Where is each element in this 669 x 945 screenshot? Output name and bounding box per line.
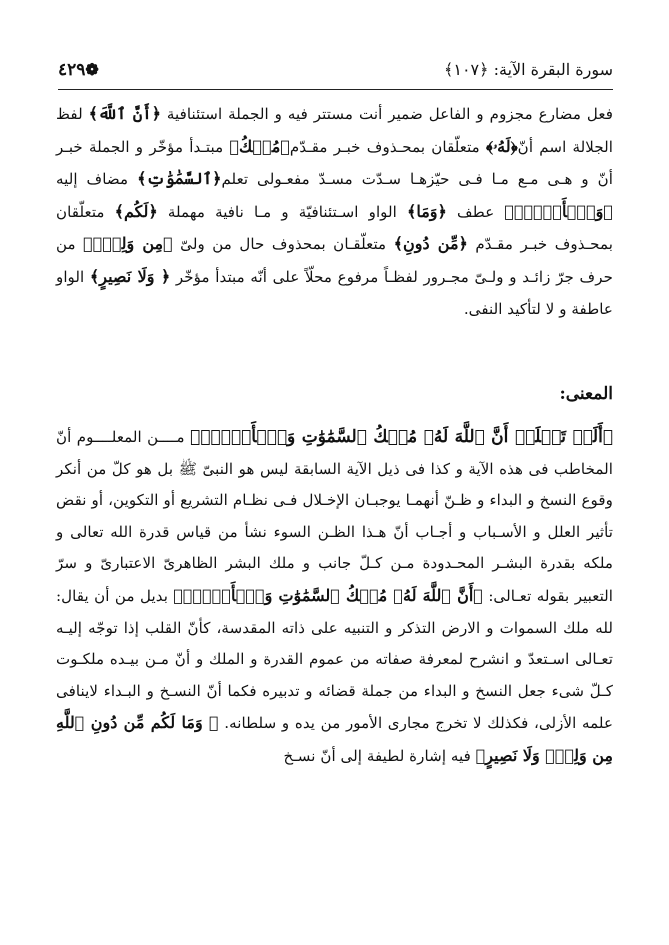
commentary-text: متعلّقـان بمحذوف حال من ولىّ: [172, 235, 394, 254]
grammar-paragraph: [56, 98, 613, 325]
quran-quote: ﴿ وَلَا نَصِيرٍ﴾: [89, 266, 171, 286]
commentary-text: بديل من أن يقال: لله ملك السموات و الارض التذكر و التنبيه على ذاته المقدسة، كأنّ القلب إذا توجّه إليـه تعـالى اسـتعدّ و انشرح لمعرفة صفاته من عموم القدرة و الملك و أنّ مـن بيـده ملكـوت كـلّ شىء جعل النسخ و البداء من جملة قضائه و تدبيره فكما أنّ النسـخ و البـداء لاينافى علمه الأزلى، فكذلك لا تخرج مجارى الأمور من يده و سلطانه.: [56, 586, 614, 733]
section-heading: المعنى:: [559, 384, 613, 404]
meaning-paragraph: [56, 422, 613, 773]
quran-quote: ﴿لَهُۥ﴾: [486, 136, 518, 156]
header-divider: [58, 89, 613, 90]
commentary-text: مبتـدأ مؤخّر و الجملة خبـر أنّ و هـى مـع مـا فـى حيّزهـا سـدّت مسـدّ مفعـولى تعلم: [56, 137, 613, 189]
commentary-text: لفظ الجلالة اسم أنّ: [56, 105, 613, 156]
running-title: سورة البقرة الآية: ﴿١٠٧﴾: [443, 60, 613, 79]
quran-quote: ﴿أَنَّ ٱللَّهَ لَهُۥ مُلۡكُ ٱلسَّمَٰوَٰتِ وَٱلۡأَرۡضِۗ﴾: [173, 585, 483, 605]
commentary-text: مــــن المعلــــوم أنّ المخاطب فى هذه الآية و كذا فى ذيل الآية السابقة ليس هو النبىّ ﷺ بل هو كلّ من أنكر وقوع النسخ و البداء و ظـنّ أنهمـا يوجبـان الإخـلال فـى نظـام التشريع أو التكوين، أو نقض تأثير العلل و الأسـباب و أجـاب أنّ هـذا الظـن السوء نشأ من قياس قدرة الله تعالى و ملكه بقدرة البشـر المحـدودة مـن كـلّ جانب و ملك البشر الظاهرىّ الاعتبارىّ و سرّ التعبير بقوله تعـالى:: [56, 428, 613, 605]
quran-quote: ﴿مِن وَلِيّٖ﴾: [83, 234, 173, 254]
quran-verse: ﴿أَلَمۡ تَعۡلَمۡ أَنَّ ٱللَّهَ لَهُۥ مُلۡكُ ٱلسَّمَٰوَٰتِ وَٱلۡأَرۡضِۗ﴾: [190, 427, 613, 447]
quran-quote: ﴿مِّن دُونِ﴾: [393, 234, 468, 254]
commentary-text: متعلّقان بمحـذوف خبـر مقـدّم: [56, 202, 613, 254]
quran-quote: ﴿أَنَّ ٱللَّهَ﴾: [88, 104, 161, 123]
commentary-text: الواو عاطفة و لا لتأكيد النفى.: [56, 267, 613, 318]
commentary-text: عطف: [446, 202, 505, 221]
commentary-text: مضاف إليه: [56, 170, 138, 189]
quran-quote: ﴿لَكُم﴾: [114, 201, 158, 221]
quran-quote: ﴿ٱلسَّمَٰوَٰتِ﴾: [137, 169, 222, 189]
commentary-text: فعل مضارع مجزوم و الفاعل ضمير أنت مستتر فيه و الجملة استئنافية: [160, 105, 613, 123]
commentary-text: متعلّقان بمحـذوف خبـر مقـدّم: [289, 137, 487, 156]
page-header: [58, 52, 613, 92]
quran-quote: ﴿مُلۡكُ﴾: [229, 136, 290, 156]
page-number: ٤٢٩: [58, 60, 86, 80]
quran-quote: ﴿وَٱلۡأَرۡضِۗ﴾: [504, 201, 613, 221]
commentary-text: الواو اسـتئنافيّة و مـا نافية مهملة: [157, 202, 407, 221]
page-number-group: [58, 60, 105, 80]
commentary-text: من حرف جرّ زائـد و ولـىّ مجـرور لفظـاً مرفوع محلّاً على أنّه مبتدأ مؤخّر: [56, 235, 613, 286]
quran-quote: ﴿وَمَا﴾: [406, 201, 447, 221]
ornament-icon: ❁: [85, 60, 99, 79]
quran-quote: ﴿ وَمَا لَكُم مِّن دُونِ ٱللَّهِ مِن وَلِيّٖ وَلَا نَصِيرٍ﴾: [56, 713, 613, 765]
commentary-text: فيه إشارة لطيفة إلى أنّ نسـخ: [283, 746, 476, 765]
